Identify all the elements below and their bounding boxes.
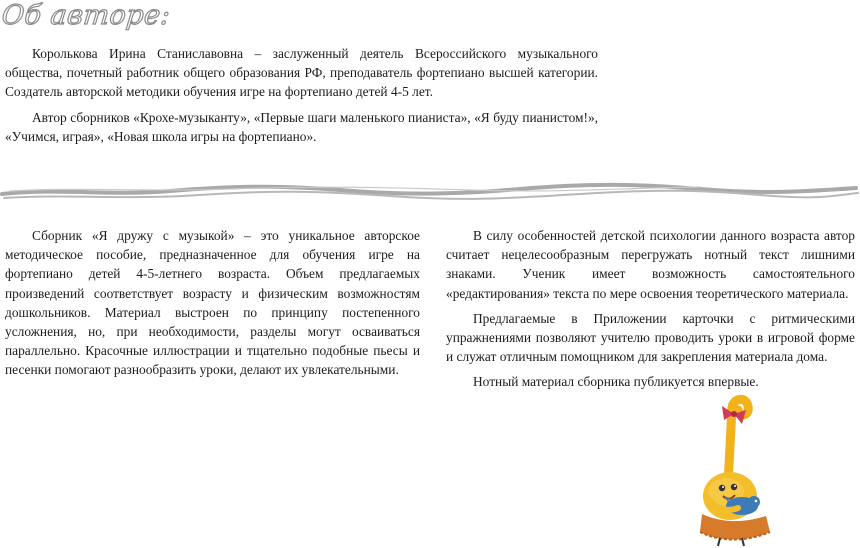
description-paragraph-1: Сборник «Я дружу с музыкой» – это уникальное авторское методическое пособие, предназначенное для обучения игре на фортепиано детей 4-5-летнего возраста. Объем предлагаемых произведений соответствует возрасту и физическим возможностям дошкольников. Материал выстроен по принципу постепенного усложнения, но, при необходимости, разделы могут осваиваться параллельно. Красочные иллюстрации и тщательно подобные пьесы и песенки помогают разнообразить уроки, делают их увлекательными. bbox=[5, 228, 420, 378]
music-note-mascot-illustration bbox=[690, 392, 780, 548]
section-title: Об авторе: bbox=[0, 0, 172, 31]
wavy-divider bbox=[0, 176, 860, 206]
description-paragraph-4: Нотный материал сборника публикуется впервые. bbox=[473, 374, 759, 390]
description-right-column bbox=[446, 226, 855, 398]
author-bio bbox=[5, 44, 598, 152]
description-paragraph-3: Предлагаемые в Приложении карточки с ритмическими упражнениями позволяют учителю проводить уроки в игровой форме и служат отличным помощником для закрепления материала дома. bbox=[446, 310, 855, 365]
description-paragraph-2: В силу особенностей детской психологии данного возраста автор считает нецелесообразным перегружать нотный текст лишними знаками. Ученик имеет возможность самостоятельного «редактирования» текста по мере освоения теоретического материала. bbox=[446, 228, 855, 301]
author-paragraph-1: Королькова Ирина Станиславовна – заслуженный деятель Всероссийского музыкального общества, почетный работник общего образования РФ, преподаватель фортепиано высшей категории. Создатель авторской методики обучения игре на фортепиано детей 4-5 лет. bbox=[5, 46, 598, 100]
author-paragraph-2: Автор сборников «Крохе-музыканту», «Первые шаги маленького пианиста», «Я буду пианистом!», «Учимся, играя», «Новая школа игры на фортепиано». bbox=[5, 109, 598, 144]
description-left-column bbox=[5, 226, 420, 386]
